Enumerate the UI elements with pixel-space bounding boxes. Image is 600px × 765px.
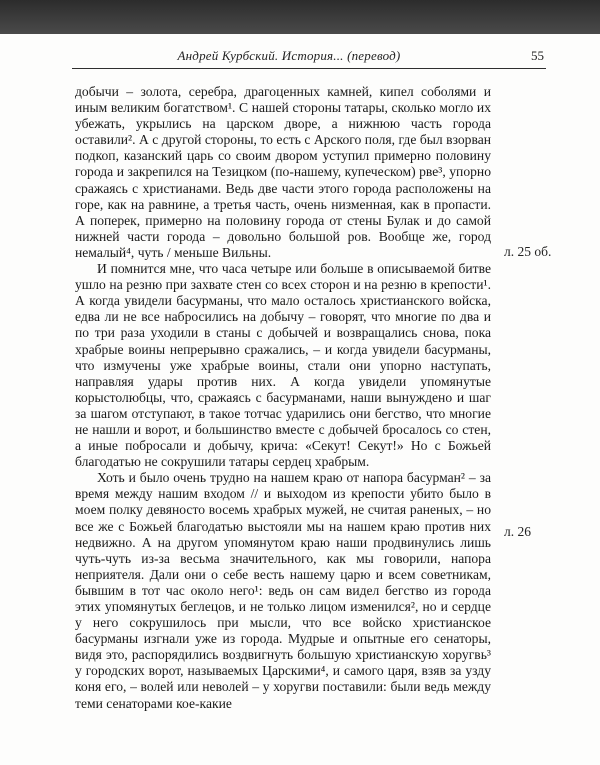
paragraph: Хоть и было очень трудно на нашем краю от напора басурман² – за время между нашим входом // и выходом из крепости убито было в моем полку девяносто восемь храбрых мужей, не считая раненых, – но все же с Божьей благодатью выстояли мы на нашем краю против них недвижно. А на другом упомянутом краю наши продвинулись лишь чуть-чуть из-за весьма значительного, как мы говорили, напора неприятеля. Дали они о себе весть нашему царю и всем советникам, бывшим в тот час около него¹: ведь он сам видел бегство из города этих упомянутых беглецов, и не только лицом изменился², но и сердце у него сокрушилось при мысли, что все войско христианское басурманы изгнали уже из города. Мудрые и опытные его сенаторы, видя это, распорядились воздвигнуть большую христианскую хоругвь³ у городских ворот, называемых Царскими⁴, и самого царя, взяв за узду коня его, – волей или неволей – у хоругви поставили: были ведь между теми сенаторами кое-какие (75, 470, 491, 711)
page-header (72, 48, 546, 64)
paragraph: И помнится мне, что часа четыре или больше в описываемой битве ушло на резню при захвате стен со всех сторон и на резню в крепости¹. А когда увидели басурманы, что мало осталось христианского войска, едва ли не все набросились на добычу – говорят, что многие по два и по три раза уходили в станы с добычей и возвращались снова, пока храбрые воины непрерывно сражались, – и когда увидели басурманы, что измучены уже храбрые воины, стали они упорно наступать, направляя удары против них. А когда увидели упомянутые корыстолюбцы, что, сражаясь с басурманами, наши вынуждено и шаг за шагом отступают, в такое тотчас ударились они бегство, что многие не нашли и ворот, и большинство вместе с добычей бросалось со стен, а иные побросали и добычу, крича: «Секут! Секут!» Но с Божьей благодатью не сокрушили татары сердец храбрым. (75, 261, 491, 470)
text-block (75, 84, 491, 712)
folio-note: л. 25 об. (504, 244, 552, 259)
header-rule (72, 68, 546, 69)
folio-note: л. 26 (504, 524, 531, 539)
scan-dark-edge (0, 0, 600, 34)
paragraph: добычи – золота, серебра, драгоценных камней, кипел соболями и иным великим богатством¹. С нашей стороны татары, сколько могло их убежать, укрылись на царском дворе, а нижнюю часть города оставили². А с другой стороны, то есть с Арского поля, где был взорван подкоп, казанский царь со своим двором уступил примерно половину города и закрепился на Тезицком (по-нашему, купеческом) рве³, упорно сражаясь с христианами. Ведь две части этого города расположены на горе, как на равнине, а третья часть, очень низменная, как в пропасти. А поперек, примерно на половину города от стены Булак и до самой нижней части города – довольно большой ров. Вообще же, город немалый⁴, чуть / меньше Вильны. (75, 84, 491, 260)
page-number: 55 (531, 48, 544, 63)
running-title: Андрей Курбский. История... (перевод) (177, 48, 401, 63)
